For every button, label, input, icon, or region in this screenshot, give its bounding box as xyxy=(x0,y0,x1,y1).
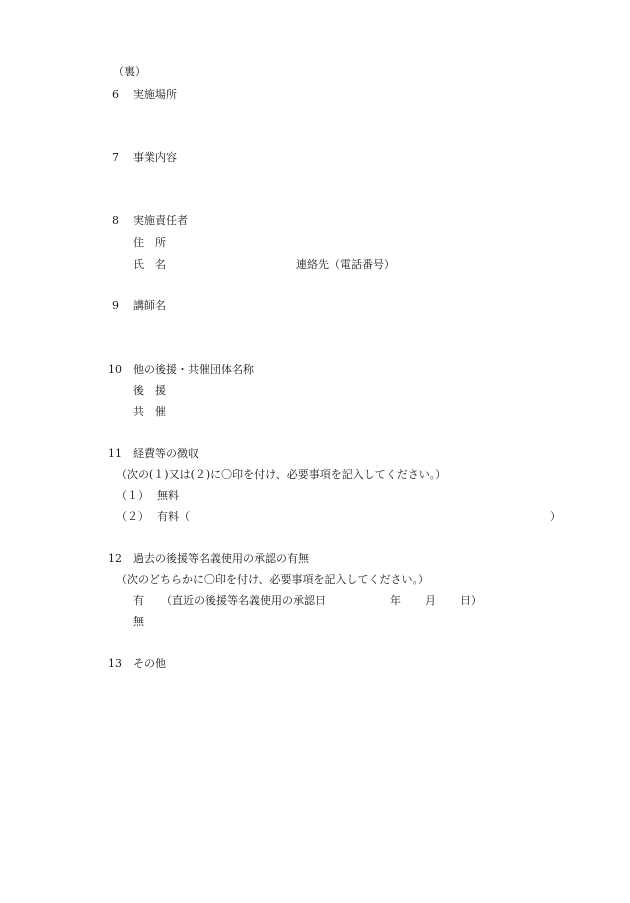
option-2-marker: （２） xyxy=(116,510,149,523)
name-label: 氏 名 xyxy=(133,258,166,271)
year-label: 年 xyxy=(390,594,401,607)
item-13-label: その他 xyxy=(133,657,166,670)
item-9-number: 9 xyxy=(112,299,119,312)
option-1-marker: （１） xyxy=(116,489,149,502)
item-11-number: 11 xyxy=(108,447,122,460)
item-10-label: 他の後援・共催団体名称 xyxy=(133,363,254,376)
item-11-label: 経費等の徴収 xyxy=(133,447,199,460)
option-paid-close: ） xyxy=(550,510,561,523)
item-7-number: 7 xyxy=(112,151,119,164)
approval-date-label: （直近の後援等名義使用の承認日 xyxy=(161,594,326,607)
fee-instruction: （次の(１)又は(２)に〇印を付け、必要事項を記入してください。） xyxy=(116,468,447,481)
sponsor-label: 後 援 xyxy=(133,384,166,397)
option-free-label: 無料 xyxy=(157,489,179,502)
item-9-label: 講師名 xyxy=(133,299,166,312)
item-8-label: 実施責任者 xyxy=(133,214,188,227)
cohost-label: 共 催 xyxy=(133,405,166,418)
back-side-label: （裏） xyxy=(113,65,146,78)
day-label: 日） xyxy=(460,594,482,607)
item-12-label: 過去の後援等名義使用の承認の有無 xyxy=(133,552,309,565)
option-paid-label: 有料（ xyxy=(157,510,190,523)
approval-instruction: （次のどちらかに〇印を付け、必要事項を記入してください。） xyxy=(116,573,430,586)
item-6-label: 実施場所 xyxy=(133,88,177,101)
item-13-number: 13 xyxy=(108,657,122,670)
approval-no-label: 無 xyxy=(133,615,144,628)
address-label: 住 所 xyxy=(133,236,166,249)
item-8-number: 8 xyxy=(112,214,119,227)
month-label: 月 xyxy=(425,594,436,607)
approval-yes-label: 有 xyxy=(133,594,144,607)
contact-label: 連絡先（電話番号） xyxy=(296,258,395,271)
item-7-label: 事業内容 xyxy=(133,151,177,164)
item-6-number: 6 xyxy=(112,88,119,101)
item-10-number: 10 xyxy=(108,363,122,376)
item-12-number: 12 xyxy=(108,552,122,565)
